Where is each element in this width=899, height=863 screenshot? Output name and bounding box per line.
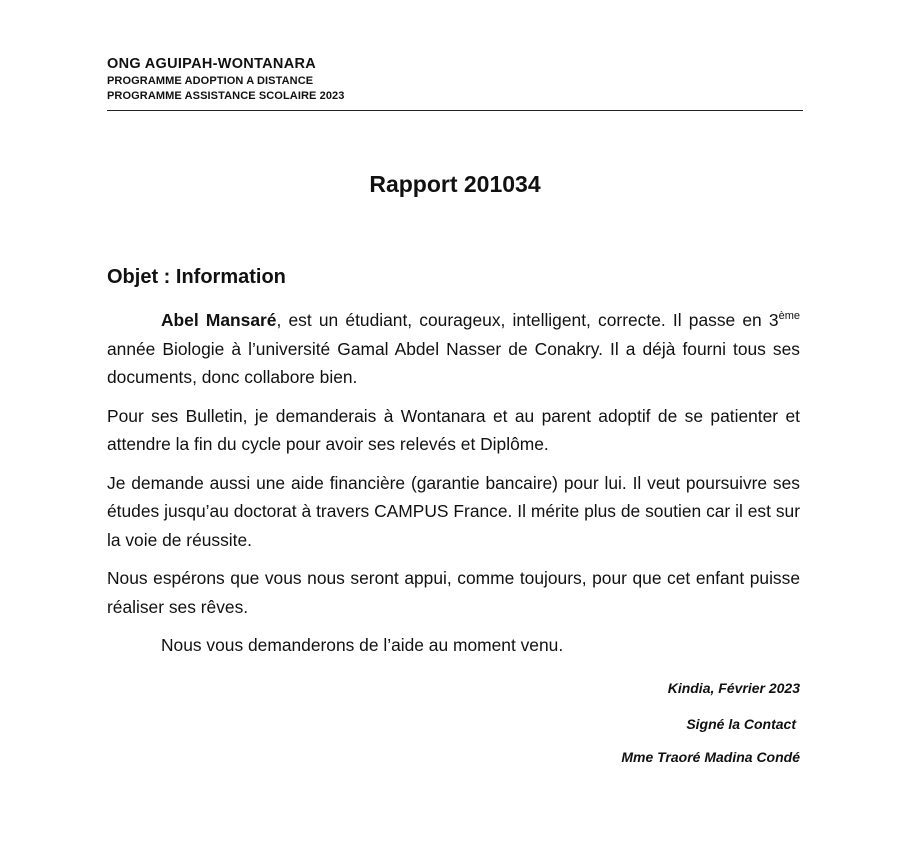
subject-heading: Objet : Information [107,266,286,288]
organization-name: ONG AGUIPAH-WONTANARA [107,56,317,72]
paragraph-support: Nous espérons que vous nous seront appui, comme toujours, pour que cet enfant puisse réaliser ses rêves. [107,568,800,617]
paragraph-bulletin: Pour ses Bulletin, je demanderais à Wontanara et au parent adoptif de se patienter et attendre la fin du cycle pour avoir ses relevés et Diplôme. [107,405,800,454]
paragraph-closing: Nous vous demanderons de l’aide au moment venu. [161,635,564,655]
paragraph-text: année Biologie à l’université Gamal Abdel Nasser de Conakry. Il a déjà fourni tous ses documents, donc collabore bien. [107,338,800,387]
program-line-adoption: PROGRAMME ADOPTION A DISTANCE [107,75,314,87]
report-title: Rapport 201034 [369,171,541,197]
paragraph-text: , est un étudiant, courageux, intelligent, correcte. Il passe en 3 [276,310,779,330]
header-divider [107,110,803,111]
student-name: Abel Mansaré [161,310,277,330]
signature-name: Mme Traoré Madina Condé [621,749,800,765]
letter-body [107,306,800,670]
letterhead [107,54,803,104]
paragraph-financial-aid: Je demande aussi une aide financière (garantie bancaire) pour lui. Il veut poursuivre ses études jusqu’au doctorat à travers CAMPUS France. Il mérite plus de soutien car il est sur la voie de réussite. [107,472,800,550]
signature-place-date: Kindia, Février 2023 [667,680,800,696]
signature-role: Signé la Contact [686,716,796,732]
program-line-assistance: PROGRAMME ASSISTANCE SCOLAIRE 2023 [107,90,345,102]
ordinal-superscript: ème [778,310,800,322]
paragraph-student-intro [107,306,800,392]
